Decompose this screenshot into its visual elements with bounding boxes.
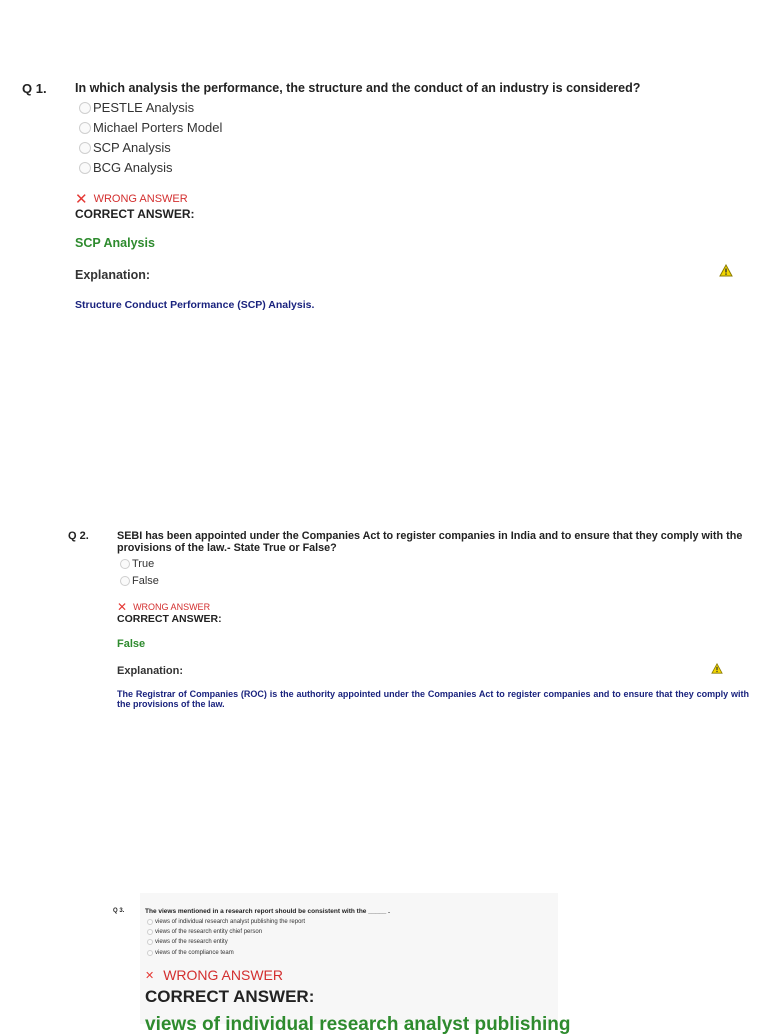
q3-option-4[interactable] <box>147 950 234 956</box>
wrong-label: WRONG ANSWER <box>133 602 211 612</box>
radio-icon[interactable] <box>79 142 91 154</box>
q1-option-3[interactable] <box>79 140 171 155</box>
warning-icon[interactable] <box>719 264 733 282</box>
q2-correct-answer: False <box>117 638 146 650</box>
option-label: views of the research entity <box>155 939 228 945</box>
option-label: views of individual research analyst publishing the report <box>155 919 306 925</box>
option-label: True <box>132 558 155 570</box>
q3-wrong-answer <box>145 967 283 983</box>
q1-wrong-answer <box>75 190 188 208</box>
q1-correct-answer: SCP Analysis <box>75 236 155 250</box>
q3-option-1[interactable] <box>147 919 305 925</box>
close-icon: ✕ <box>145 969 155 982</box>
option-label: False <box>132 575 159 587</box>
option-label: PESTLE Analysis <box>93 100 195 115</box>
radio-icon[interactable] <box>79 122 91 134</box>
radio-icon[interactable] <box>147 929 153 935</box>
wrong-label: WRONG ANSWER <box>93 193 188 205</box>
radio-icon[interactable] <box>120 559 130 569</box>
wrong-label: WRONG ANSWER <box>163 967 283 983</box>
close-icon: ✕ <box>75 191 88 208</box>
q1-correct-answer-label: CORRECT ANSWER: <box>75 207 195 221</box>
warning-icon[interactable] <box>711 661 723 679</box>
radio-icon[interactable] <box>79 102 91 114</box>
q2-wrong-answer <box>117 600 210 614</box>
q2-explanation: The Registrar of Companies (ROC) is the authority appointed under the Companies Act to register companies and to ensure that they comply with the provisions of the law. <box>117 689 749 710</box>
q1-number: Q 1. <box>22 81 47 96</box>
q1-explanation-label: Explanation: <box>75 268 151 282</box>
q2-correct-answer-label: CORRECT ANSWER: <box>117 613 222 625</box>
q3-correct-answer: views of individual research analyst publishing <box>145 1014 571 1035</box>
q3-number: Q 3. <box>113 908 125 914</box>
option-label: SCP Analysis <box>93 140 171 155</box>
close-icon: ✕ <box>117 600 128 614</box>
radio-icon[interactable] <box>120 576 130 586</box>
q3-option-3[interactable] <box>147 939 228 945</box>
option-label: views of the compliance team <box>155 950 234 956</box>
q1-option-4[interactable] <box>79 160 172 175</box>
q3-question: The views mentioned in a research report should be consistent with the _____ . <box>145 908 390 915</box>
q1-option-2[interactable] <box>79 120 222 135</box>
q2-option-1[interactable] <box>120 558 154 570</box>
radio-icon[interactable] <box>147 950 153 956</box>
q2-option-2[interactable] <box>120 575 159 587</box>
q2-question: SEBI has been appointed under the Companies Act to register companies in India and to ensure that they comply with the provisions of the law.- State True or False? <box>117 530 743 555</box>
q1-option-1[interactable] <box>79 100 194 115</box>
q1-question: In which analysis the performance, the structure and the conduct of an industry is considered? <box>75 81 641 95</box>
q3-option-2[interactable] <box>147 929 262 935</box>
q1-explanation: Structure Conduct Performance (SCP) Analysis. <box>75 299 315 311</box>
radio-icon[interactable] <box>79 162 91 174</box>
option-label: BCG Analysis <box>93 160 173 175</box>
radio-icon[interactable] <box>147 919 153 925</box>
option-label: views of the research entity chief person <box>155 929 263 935</box>
radio-icon[interactable] <box>147 939 153 945</box>
q3-correct-answer-label: CORRECT ANSWER: <box>145 987 315 1006</box>
q2-number: Q 2. <box>68 530 89 542</box>
option-label: Michael Porters Model <box>93 120 223 135</box>
q2-explanation-label: Explanation: <box>117 665 184 677</box>
